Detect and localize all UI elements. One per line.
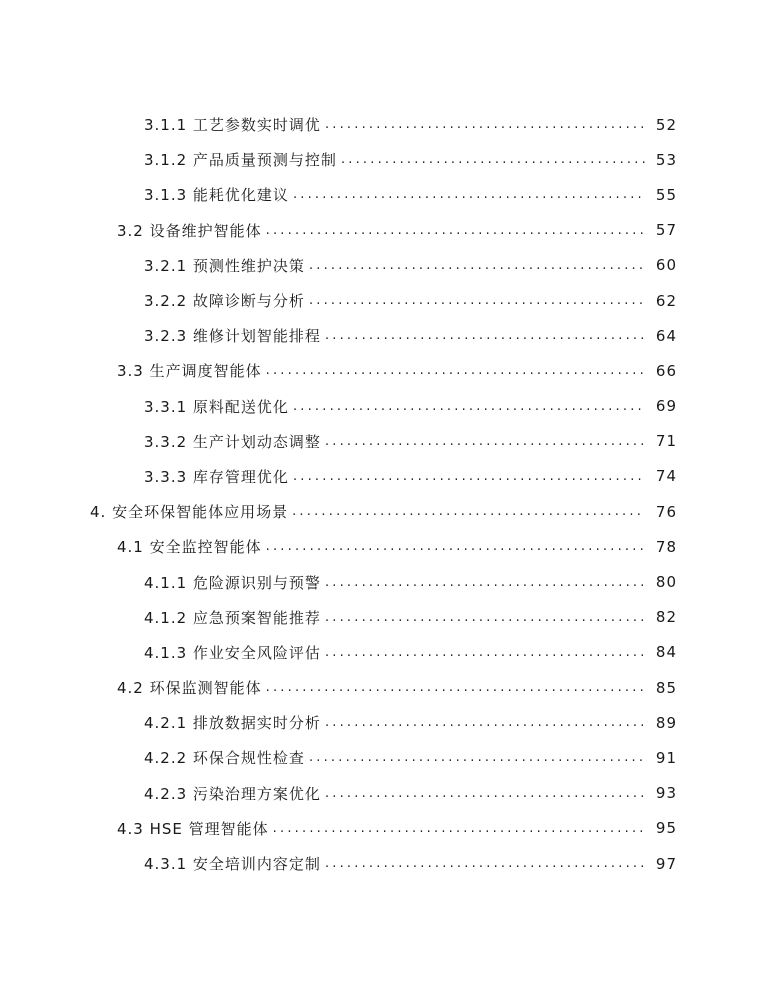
toc-entry[interactable] bbox=[0, 177, 765, 212]
toc-dot-leader bbox=[266, 539, 645, 554]
toc-dot-leader bbox=[325, 645, 645, 660]
toc-entry-page: 60 bbox=[655, 256, 677, 275]
toc-entry[interactable] bbox=[0, 389, 765, 424]
toc-entry-title: 3.3.2 生产计划动态调整 bbox=[144, 432, 321, 451]
toc-dot-leader bbox=[325, 328, 645, 343]
toc-entry[interactable] bbox=[0, 635, 765, 670]
table-of-contents bbox=[0, 107, 765, 881]
toc-entry-page: 62 bbox=[655, 291, 677, 310]
toc-dot-leader bbox=[325, 575, 645, 590]
toc-dot-leader bbox=[309, 750, 645, 765]
toc-entry[interactable] bbox=[0, 142, 765, 177]
toc-dot-leader bbox=[309, 293, 645, 308]
toc-entry-page: 64 bbox=[655, 326, 677, 345]
toc-dot-leader bbox=[325, 786, 645, 801]
toc-entry[interactable] bbox=[0, 459, 765, 494]
toc-entry-page: 71 bbox=[655, 432, 677, 451]
toc-entry[interactable] bbox=[0, 600, 765, 635]
toc-dot-leader bbox=[325, 434, 645, 449]
toc-entry-title: 4.1.2 应急预案智能推荐 bbox=[144, 608, 321, 627]
toc-dot-leader bbox=[293, 399, 645, 414]
toc-entry-title: 4.2.1 排放数据实时分析 bbox=[144, 714, 321, 733]
toc-entry-page: 93 bbox=[655, 784, 677, 803]
toc-entry-title: 3.3.1 原料配送优化 bbox=[144, 397, 289, 416]
toc-dot-leader bbox=[293, 469, 645, 484]
toc-dot-leader bbox=[266, 363, 645, 378]
toc-entry-page: 85 bbox=[655, 678, 677, 697]
toc-entry-page: 95 bbox=[655, 819, 677, 838]
toc-entry-page: 53 bbox=[655, 150, 677, 169]
toc-entry-title: 4.1.3 作业安全风险评估 bbox=[144, 643, 321, 662]
toc-entry-title: 4.2 环保监测智能体 bbox=[117, 679, 262, 698]
toc-entry-title: 3.2.2 故障诊断与分析 bbox=[144, 292, 305, 311]
toc-entry-page: 52 bbox=[655, 115, 677, 134]
toc-entry-title: 3.2.3 维修计划智能排程 bbox=[144, 327, 321, 346]
toc-entry[interactable] bbox=[0, 705, 765, 740]
toc-entry[interactable] bbox=[0, 318, 765, 353]
toc-dot-leader bbox=[266, 680, 645, 695]
toc-entry-title: 4.3 HSE 管理智能体 bbox=[117, 819, 269, 838]
toc-entry-page: 84 bbox=[655, 643, 677, 662]
toc-dot-leader bbox=[293, 187, 645, 202]
toc-dot-leader bbox=[309, 258, 645, 273]
toc-entry[interactable] bbox=[0, 494, 765, 529]
toc-entry-title: 4.2.2 环保合规性检查 bbox=[144, 749, 305, 768]
toc-dot-leader bbox=[325, 856, 645, 871]
toc-entry[interactable] bbox=[0, 776, 765, 811]
toc-entry-page: 74 bbox=[655, 467, 677, 486]
toc-entry[interactable] bbox=[0, 670, 765, 705]
toc-entry-title: 3.2 设备维护智能体 bbox=[117, 221, 262, 240]
toc-entry[interactable] bbox=[0, 424, 765, 459]
toc-entry[interactable] bbox=[0, 811, 765, 846]
toc-dot-leader bbox=[325, 610, 645, 625]
toc-entry-title: 4.2.3 污染治理方案优化 bbox=[144, 784, 321, 803]
toc-dot-leader bbox=[266, 223, 645, 238]
toc-dot-leader bbox=[325, 117, 645, 132]
toc-entry-page: 97 bbox=[655, 854, 677, 873]
toc-entry-page: 55 bbox=[655, 185, 677, 204]
toc-entry[interactable] bbox=[0, 529, 765, 564]
toc-entry-title: 3.2.1 预测性维护决策 bbox=[144, 256, 305, 275]
toc-entry-title: 3.1.2 产品质量预测与控制 bbox=[144, 151, 337, 170]
toc-entry[interactable] bbox=[0, 213, 765, 248]
toc-entry-page: 69 bbox=[655, 397, 677, 416]
toc-entry-title: 3.3.3 库存管理优化 bbox=[144, 467, 289, 486]
toc-entry[interactable] bbox=[0, 564, 765, 599]
toc-entry-page: 66 bbox=[655, 361, 677, 380]
toc-entry[interactable] bbox=[0, 846, 765, 881]
toc-entry-title: 4.1.1 危险源识别与预警 bbox=[144, 573, 321, 592]
toc-entry[interactable] bbox=[0, 740, 765, 775]
toc-dot-leader bbox=[325, 715, 645, 730]
toc-entry[interactable] bbox=[0, 353, 765, 388]
toc-dot-leader bbox=[273, 821, 645, 836]
toc-entry-page: 80 bbox=[655, 573, 677, 592]
toc-entry-page: 78 bbox=[655, 537, 677, 556]
toc-entry-page: 82 bbox=[655, 608, 677, 627]
toc-entry-page: 89 bbox=[655, 713, 677, 732]
toc-entry-title: 4. 安全环保智能体应用场景 bbox=[90, 503, 289, 522]
toc-entry-page: 57 bbox=[655, 221, 677, 240]
toc-entry-page: 91 bbox=[655, 748, 677, 767]
toc-entry-title: 4.1 安全监控智能体 bbox=[117, 538, 262, 557]
toc-dot-leader bbox=[292, 504, 645, 519]
toc-entry[interactable] bbox=[0, 107, 765, 142]
toc-entry-title: 3.1.3 能耗优化建议 bbox=[144, 186, 289, 205]
toc-entry-title: 3.3 生产调度智能体 bbox=[117, 362, 262, 381]
toc-entry[interactable] bbox=[0, 283, 765, 318]
toc-entry-title: 4.3.1 安全培训内容定制 bbox=[144, 855, 321, 874]
toc-entry-title: 3.1.1 工艺参数实时调优 bbox=[144, 116, 321, 135]
toc-entry-page: 76 bbox=[655, 502, 677, 521]
toc-entry[interactable] bbox=[0, 248, 765, 283]
toc-dot-leader bbox=[341, 152, 645, 167]
